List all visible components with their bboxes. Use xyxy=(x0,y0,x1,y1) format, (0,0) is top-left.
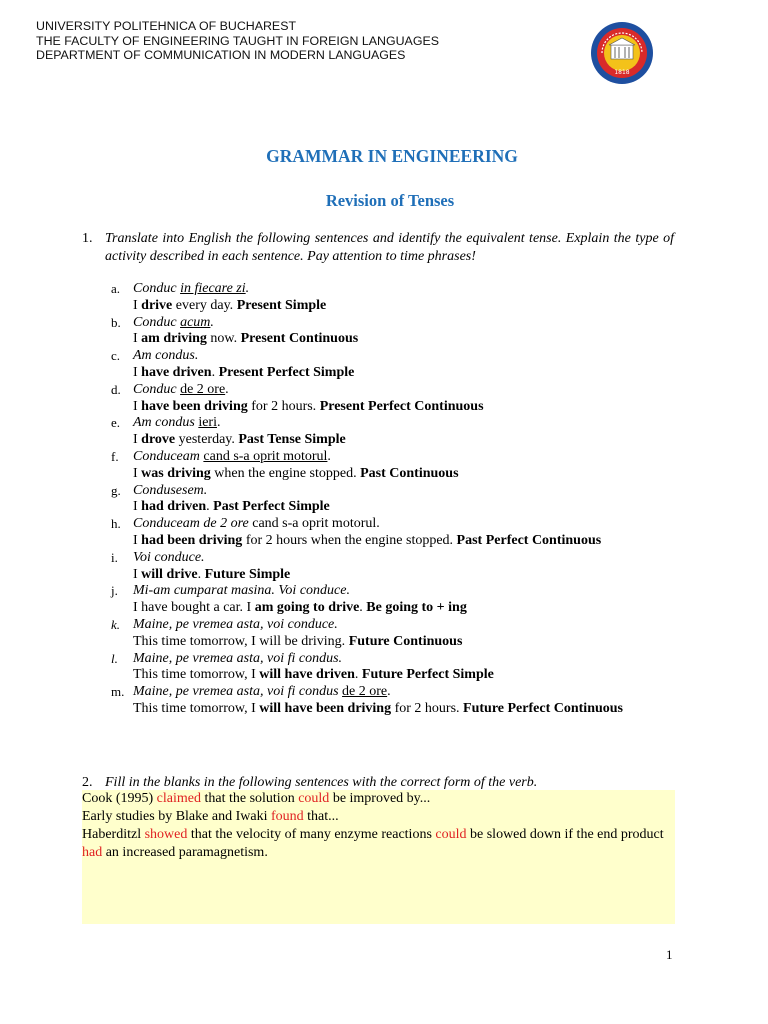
sentence-2: Early studies by Blake and Iwaki found that... xyxy=(82,809,339,824)
item-letter: m. xyxy=(111,684,125,700)
romanian-sentence: Maine, pe vremea asta, voi fi condus de 2 ore. xyxy=(133,684,391,700)
instruction-text: Translate into English the following sentences and identify the equivalent tense. Explain the type of activity described in each sentence. Pay attention to time phrases! xyxy=(105,231,674,264)
item-letter: i. xyxy=(111,549,118,565)
english-translation: I am driving now. Present Continuous xyxy=(133,331,359,347)
faculty-name: THE FACULTY OF ENGINEERING TAUGHT IN FOREIGN LANGUAGES xyxy=(36,33,439,48)
tense-name: Future Perfect Simple xyxy=(361,667,494,683)
romanian-sentence: Conduc acum. xyxy=(133,314,214,330)
tense-name: Future Continuous xyxy=(348,633,463,649)
tense-name: Past Continuous xyxy=(360,465,459,481)
tense-name: Past Perfect Simple xyxy=(213,499,330,515)
list-item xyxy=(111,415,676,449)
romanian-sentence: Conduc de 2 ore. xyxy=(133,381,229,397)
exercise-number: 1. xyxy=(82,231,93,246)
instruction-text: Fill in the blanks in the following sentences with the correct form of the verb. xyxy=(105,775,538,790)
fill-in-sentences-box xyxy=(82,790,675,924)
institution-header xyxy=(36,19,439,63)
english-translation: I was driving when the engine stopped. Past Continuous xyxy=(133,465,459,481)
english-translation: This time tomorrow, I will have been driving for 2 hours. Future Perfect Continuous xyxy=(133,700,623,716)
tense-name: Future Simple xyxy=(204,566,291,582)
list-item xyxy=(111,516,676,550)
verb: could xyxy=(435,827,467,842)
item-letter: d. xyxy=(111,381,121,397)
romanian-sentence: Voi conduce. xyxy=(133,549,205,565)
romanian-sentence: Conduceam cand s-a oprit motorul. xyxy=(133,448,331,464)
list-item xyxy=(111,483,676,517)
department-name: DEPARTMENT OF COMMUNICATION IN MODERN LANGUAGES xyxy=(36,48,406,62)
tense-name: Present Perfect Continuous xyxy=(319,398,484,414)
list-item xyxy=(111,382,676,416)
english-translation: This time tomorrow, I will have driven. Future Perfect Simple xyxy=(133,667,494,683)
verb: claimed xyxy=(156,791,201,806)
seal-year: 1818 xyxy=(614,69,630,76)
list-item xyxy=(111,315,676,349)
verb: had xyxy=(82,845,103,860)
tense-name: Present Perfect Simple xyxy=(218,364,355,380)
university-name: UNIVERSITY POLITEHNICA OF BUCHAREST xyxy=(36,19,297,33)
exercise-1-instruction xyxy=(82,230,674,266)
item-letter: e. xyxy=(111,415,121,431)
tense-name: Future Perfect Continuous xyxy=(463,700,623,716)
english-translation: I will drive. Future Simple xyxy=(133,566,291,582)
list-item xyxy=(111,449,676,483)
sentence-1: Cook (1995) claimed that the solution could be improved by... xyxy=(82,791,431,806)
english-translation: I drove yesterday. Past Tense Simple xyxy=(133,432,346,448)
tense-name: Be going to + ing xyxy=(366,600,467,616)
item-letter: h. xyxy=(111,516,121,532)
list-item xyxy=(111,583,676,617)
university-seal-logo xyxy=(590,21,654,85)
item-letter: a. xyxy=(111,281,121,296)
english-translation: This time tomorrow, I will be driving. Future Continuous xyxy=(133,633,463,649)
english-translation: I have been driving for 2 hours. Present Perfect Continuous xyxy=(133,398,484,414)
romanian-sentence: Maine, pe vremea asta, voi conduce. xyxy=(133,616,338,632)
document-subtitle: Revision of Tenses xyxy=(325,191,455,210)
tense-name: Past Perfect Continuous xyxy=(456,532,602,548)
item-letter: b. xyxy=(111,314,121,330)
verb: found xyxy=(270,809,304,824)
list-item xyxy=(111,348,676,382)
tense-name: Past Tense Simple xyxy=(238,432,346,448)
romanian-sentence: Condusesem. xyxy=(133,482,208,498)
item-letter: k. xyxy=(111,616,121,632)
list-item xyxy=(111,281,676,315)
exercise-number: 2. xyxy=(82,775,93,790)
document-title: GRAMMAR IN ENGINEERING xyxy=(266,146,518,166)
list-item xyxy=(111,550,676,584)
romanian-sentence: Maine, pe vremea asta, voi fi condus. xyxy=(133,650,343,666)
list-item xyxy=(111,651,676,685)
list-item xyxy=(111,617,676,651)
item-letter: f. xyxy=(111,448,119,464)
verb: showed xyxy=(144,827,188,842)
romanian-sentence: Conduc in fiecare zi. xyxy=(133,281,250,296)
tense-name: Present Simple xyxy=(236,297,327,313)
tense-name: Present Continuous xyxy=(240,331,359,347)
english-translation: I had driven. Past Perfect Simple xyxy=(133,499,330,515)
romanian-sentence: Conduceam de 2 ore cand s-a oprit motorul. xyxy=(133,516,380,532)
romanian-sentence: Am condus. xyxy=(133,348,199,364)
romanian-sentence: Mi-am cumparat masina. Voi conduce. xyxy=(133,583,350,599)
exercise-1-list xyxy=(111,281,676,718)
item-letter: l. xyxy=(111,650,118,666)
english-translation: I drive every day. Present Simple xyxy=(133,297,327,313)
item-letter: c. xyxy=(111,348,121,364)
page-number: 1 xyxy=(666,947,673,962)
english-translation: I have bought a car. I am going to drive. Be going to + ing xyxy=(133,600,467,616)
sentence-3: Haberditzl showed that the velocity of many enzyme reactions could be slowed down if the end product had an increased paramagnetism. xyxy=(82,827,664,860)
english-translation: I have driven. Present Perfect Simple xyxy=(133,364,355,380)
item-letter: g. xyxy=(111,482,121,498)
romanian-sentence: Am condus ieri. xyxy=(133,415,221,431)
english-translation: I had been driving for 2 hours when the engine stopped. Past Perfect Continuous xyxy=(133,532,602,548)
verb: could xyxy=(298,791,330,806)
list-item xyxy=(111,684,676,718)
item-letter: j. xyxy=(111,583,118,599)
